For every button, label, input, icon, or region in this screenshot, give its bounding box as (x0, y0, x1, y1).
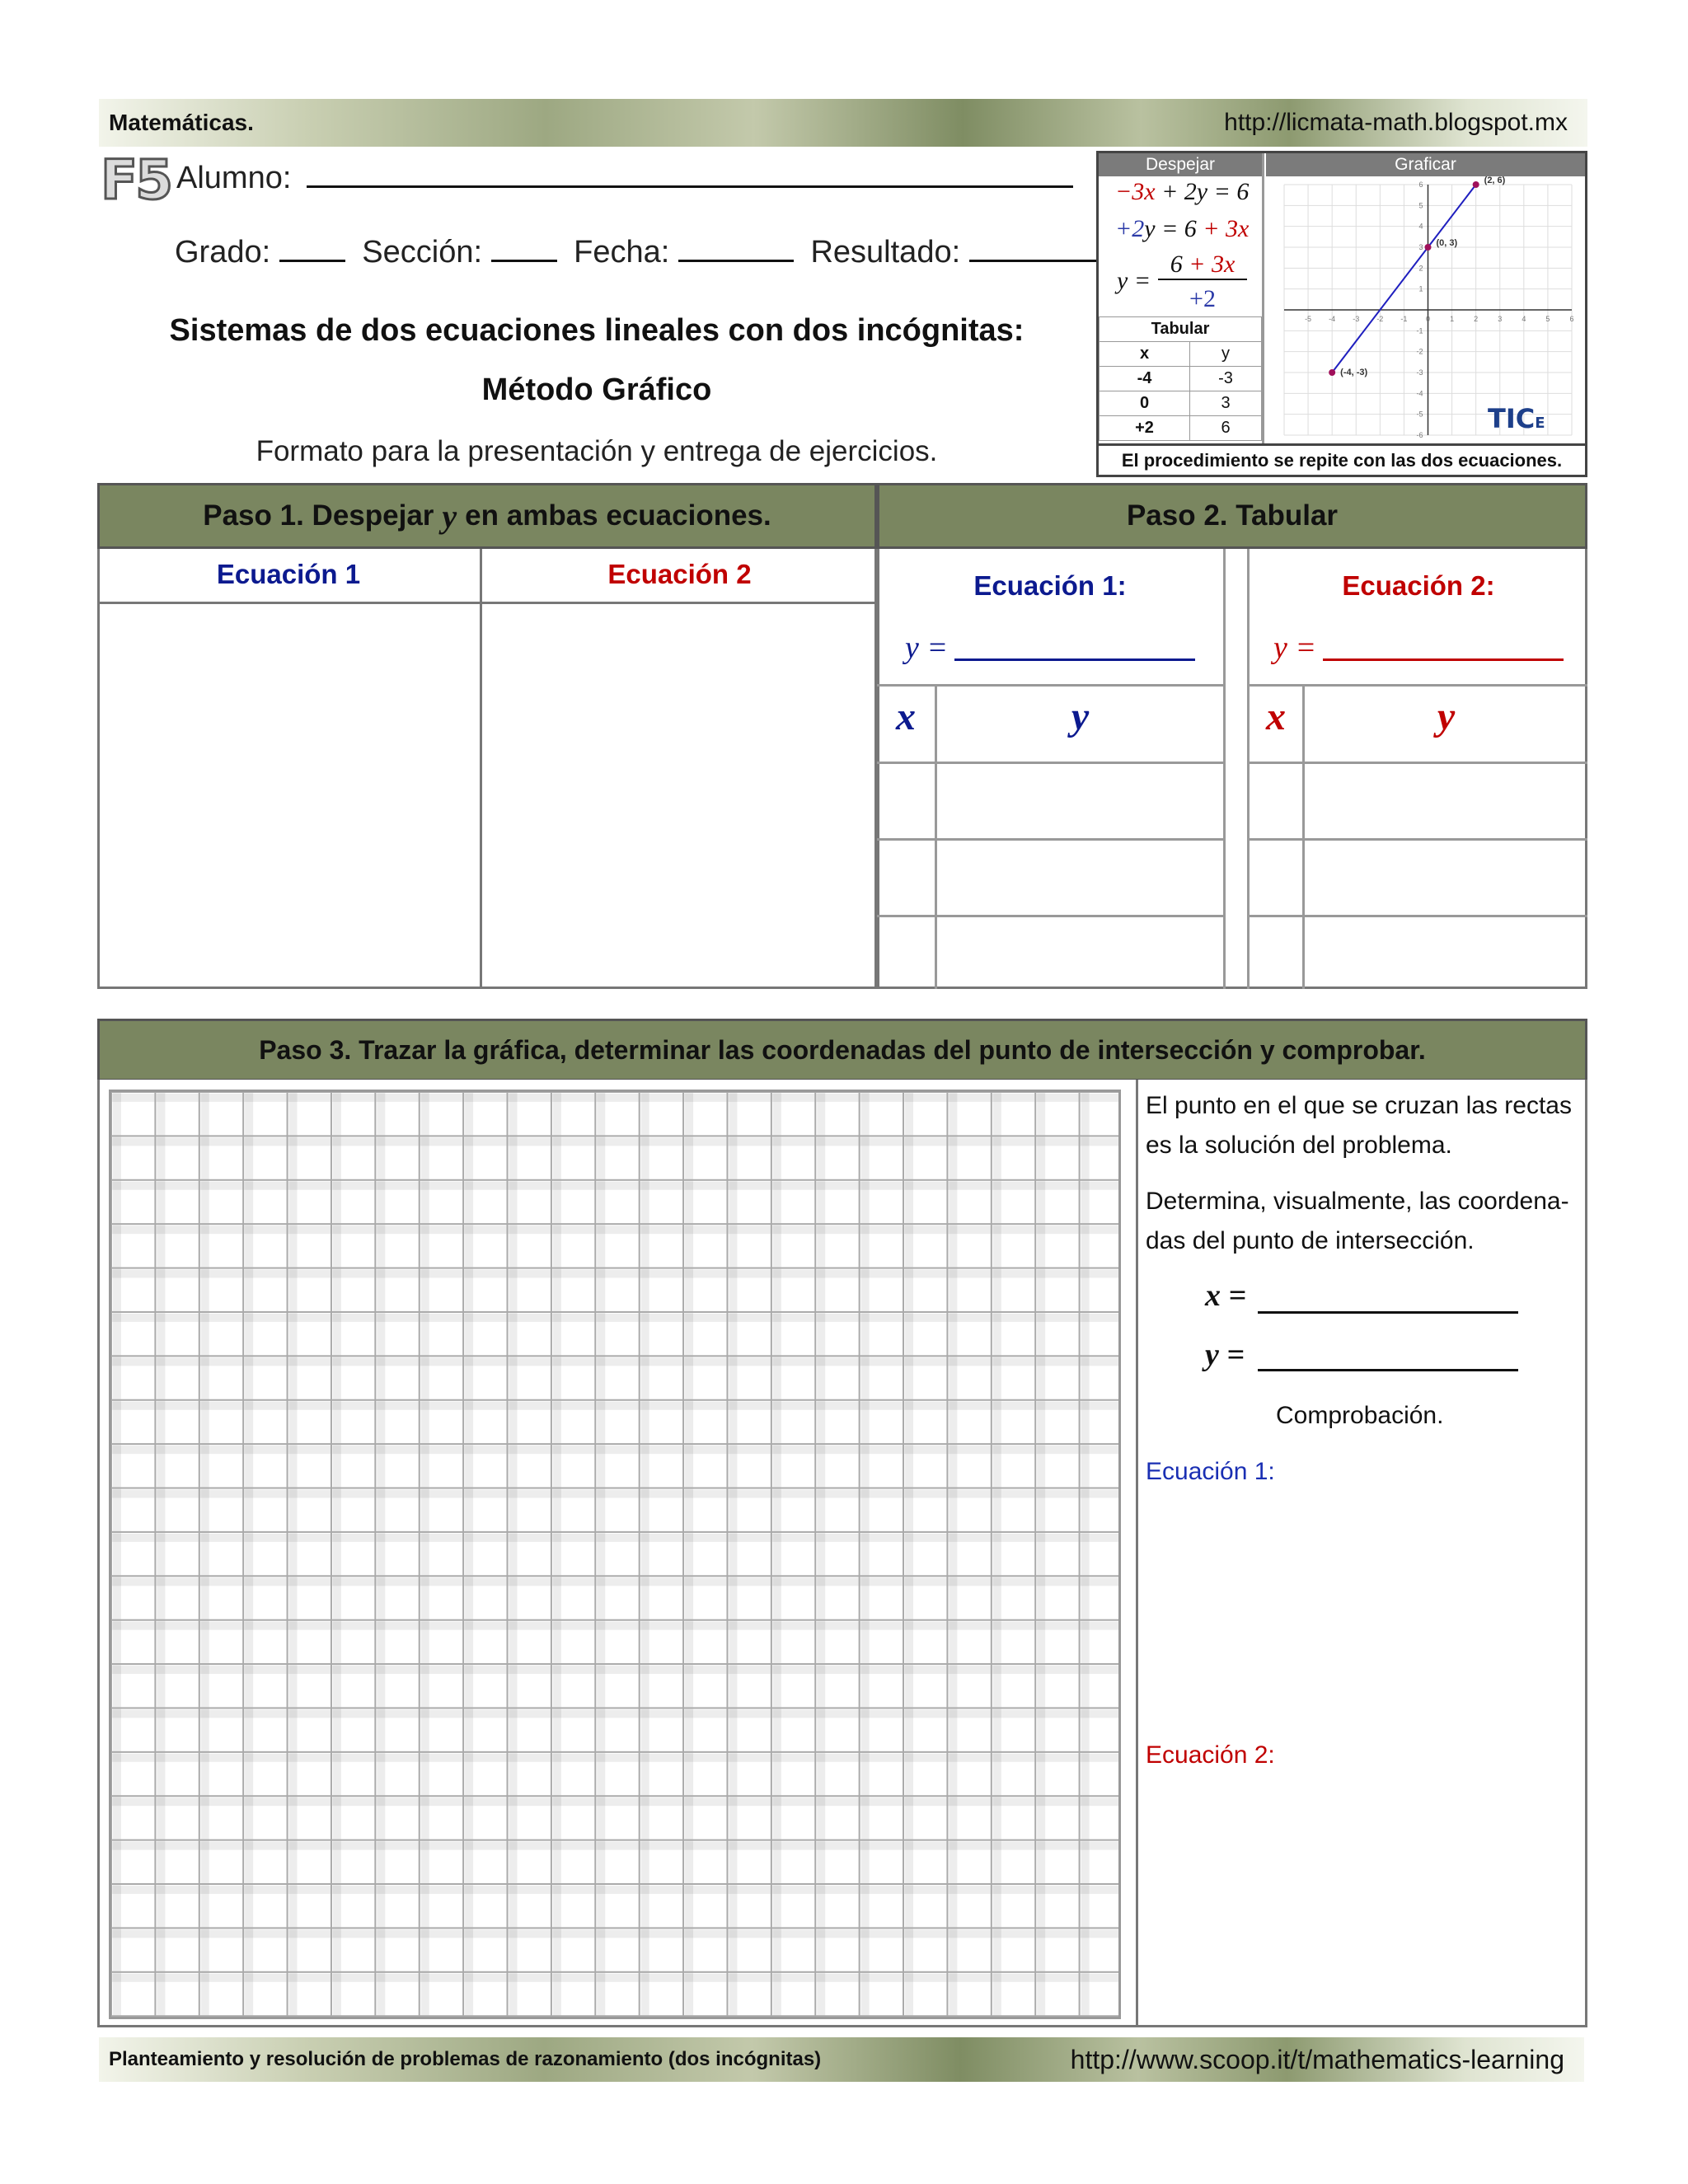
eq2-mid: y = 6 (1144, 215, 1203, 242)
alumno-field (176, 158, 1073, 196)
step3-divider (1136, 1080, 1138, 2027)
eq2-term: + 3x (1203, 215, 1250, 242)
step1-title-b: en ambas ecuaciones. (465, 499, 771, 532)
t1-line (877, 915, 1223, 917)
eq1-rest: + 2y = 6 (1155, 178, 1250, 205)
t1-line (877, 762, 1223, 764)
x-tick-label: 0 (1425, 315, 1431, 323)
table-cell: 6 (1190, 416, 1262, 441)
header-band (99, 99, 1587, 147)
table-cell: -4 (1100, 367, 1190, 391)
table-cell: +2 (1100, 416, 1190, 441)
data-point (1425, 244, 1432, 251)
y-tick-label: 1 (1418, 284, 1423, 293)
example-eq1 (1115, 178, 1249, 206)
step1-body (97, 549, 877, 989)
step1-eq1-label: Ecuación 1 (216, 559, 361, 589)
y-tick-label: 4 (1418, 222, 1423, 231)
t2-line (1250, 915, 1587, 917)
y-tick-label: -6 (1416, 431, 1423, 439)
step1-title-var: y (442, 497, 457, 535)
seccion-line[interactable] (491, 234, 557, 262)
brand-sub: E (1535, 415, 1545, 432)
step3-header: Paso 3. Trazar la gráfica, determinar las coordenadas del punto de intersección y comprobar. (97, 1019, 1587, 1081)
t1-col-x: x (896, 695, 916, 738)
solution-y-label: y = (1205, 1338, 1245, 1372)
point-label: (0, 3) (1436, 238, 1458, 248)
t2-line (1250, 838, 1587, 841)
t1-col-y: y (1071, 695, 1090, 738)
solution-x-line[interactable] (1258, 1282, 1518, 1314)
x-tick-label: 3 (1498, 315, 1503, 323)
step2-eq1-y: y = (905, 630, 949, 665)
example-eq3-den: +2 (1189, 285, 1216, 312)
point-label: (-4, -3) (1340, 368, 1368, 377)
check-eq2-label: Ecuación 2: (1146, 1741, 1275, 1769)
alumno-label: Alumno: (176, 161, 292, 195)
step2-eq2-y: y = (1273, 630, 1317, 665)
step2-eq2-label: Ecuación 2: (1342, 570, 1495, 601)
x-tick-label: -5 (1305, 315, 1312, 323)
resultado-label: Resultado: (810, 235, 961, 269)
footer-band (99, 2037, 1584, 2082)
step1-subline (97, 602, 877, 604)
t1-line (877, 838, 1223, 841)
t2-col-x: x (1266, 695, 1286, 738)
step2-eq1-label: Ecuación 1: (973, 570, 1127, 601)
x-tick-label: 2 (1474, 315, 1479, 323)
x-tick-label: -3 (1353, 315, 1360, 323)
example-footer: El procedimiento se repite con las dos ecuaciones. (1099, 443, 1585, 475)
form-row (175, 234, 1134, 270)
y-tick-label: -4 (1416, 389, 1423, 398)
y-tick-label: -3 (1416, 368, 1423, 377)
eq2-coef: +2 (1115, 215, 1145, 242)
step2-header: Paso 2. Tabular (877, 483, 1587, 549)
step2-eq1-line[interactable] (954, 630, 1195, 661)
subject-label: Matemáticas. (109, 110, 254, 135)
table-cell: -3 (1190, 367, 1262, 391)
x-tick-label: 1 (1450, 315, 1455, 323)
check-eq1-label: Ecuación 1: (1146, 1458, 1275, 1485)
y-tick-label: 3 (1418, 243, 1423, 251)
step1-header (97, 483, 877, 549)
method-title: Método Gráfico (481, 373, 712, 407)
tabular-label: Tabular (1100, 317, 1262, 342)
table-cell: 0 (1100, 391, 1190, 416)
x-tick-label: -4 (1329, 315, 1336, 323)
fecha-line[interactable] (678, 234, 794, 262)
despejar-header: Despejar (1099, 153, 1262, 176)
y-tick-label: -2 (1416, 347, 1423, 356)
table-cell: 3 (1190, 391, 1262, 416)
example-eq3-num (1158, 251, 1247, 280)
x-tick-label: 5 (1545, 315, 1550, 323)
data-point (1329, 369, 1335, 376)
tice-logo (1488, 405, 1545, 432)
y-tick-label: 5 (1418, 201, 1423, 210)
fecha-label: Fecha: (574, 235, 670, 269)
example-eq3-lhs: y = (1117, 267, 1151, 294)
y-tick-label: -5 (1416, 410, 1423, 419)
example-eq2 (1115, 215, 1249, 243)
table-header-x: x (1100, 342, 1190, 367)
step1-divider (480, 549, 482, 989)
example-graph (1264, 176, 1585, 443)
header-url[interactable]: http://licmata-math.blogspot.mx (1224, 109, 1568, 136)
graficar-header: Graficar (1264, 153, 1585, 176)
footer-url[interactable]: http://www.scoop.it/t/mathematics-learning (1070, 2044, 1564, 2074)
t2-line (1250, 762, 1587, 764)
point-label: (2, 6) (1484, 176, 1506, 185)
footer-text: Planteamiento y resolución de problemas de razonamiento (dos incógnitas) (109, 2048, 822, 2070)
step3-p2: Determina, visualmente, las coordena-das del punto de intersección. (1146, 1188, 1569, 1254)
example-box (1096, 151, 1587, 477)
f5-logo: F5 (101, 148, 171, 212)
grado-line[interactable] (279, 234, 345, 262)
data-point (1473, 181, 1479, 188)
x-tick-label: 4 (1522, 315, 1526, 323)
page-title: Sistemas de dos ecuaciones lineales con dos incógnitas: (169, 313, 1025, 348)
seccion-label: Sección: (362, 235, 483, 269)
x-tick-label: 6 (1569, 315, 1574, 323)
step3-p1: El punto en el que se cruzan las rectas es la solución del problema. (1146, 1092, 1572, 1159)
graph-paper-grid[interactable] (109, 1090, 1121, 2019)
x-tick-label: -1 (1400, 315, 1408, 323)
example-table (1099, 316, 1262, 441)
step1-title-a: Paso 1. Despejar (203, 499, 434, 532)
solution-x-label: x = (1205, 1278, 1247, 1313)
t2-line (1250, 684, 1587, 687)
alumno-line[interactable] (307, 158, 1073, 188)
comprobacion-label: Comprobación. (1276, 1402, 1444, 1429)
step2-eq2-line[interactable] (1323, 630, 1564, 661)
t2-col-y: y (1437, 695, 1456, 738)
y-tick-label: 6 (1418, 180, 1423, 189)
x-tick-label: -2 (1376, 315, 1384, 323)
grado-label: Grado: (175, 235, 271, 269)
step1-eq2-label: Ecuación 2 (607, 559, 752, 589)
y-tick-label: -1 (1416, 326, 1423, 335)
eq3-num-a: 6 (1170, 251, 1189, 278)
step2-separator (1223, 549, 1250, 989)
subtitle: Formato para la presentación y entrega de ejercicios. (256, 435, 938, 467)
eq1-term: −3x (1115, 178, 1156, 205)
brand-text: TIC (1488, 403, 1536, 434)
solution-y-line[interactable] (1258, 1340, 1518, 1371)
t1-line (877, 684, 1223, 687)
eq3-num-b: + 3x (1189, 251, 1236, 278)
table-header-y: y (1190, 342, 1262, 367)
y-tick-label: 2 (1418, 264, 1423, 273)
